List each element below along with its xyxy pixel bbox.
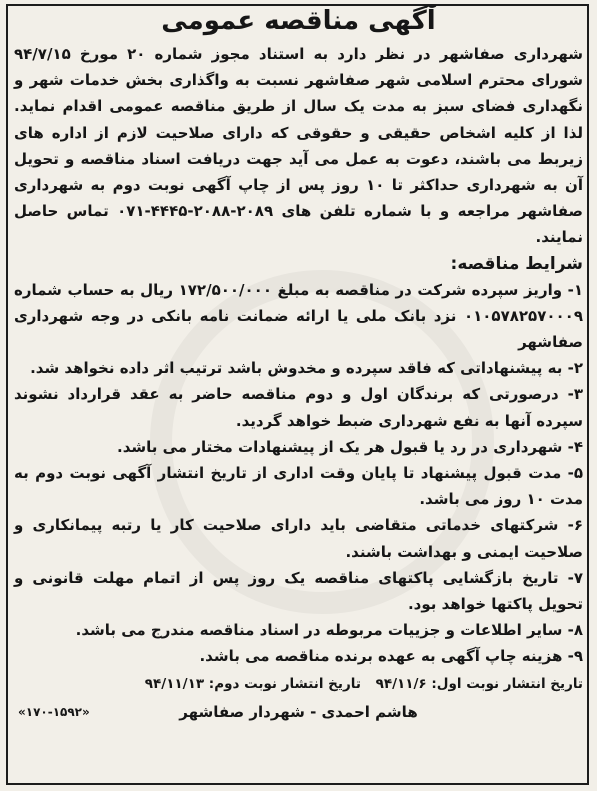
intro-paragraph: شهرداری صفاشهر در نظر دارد به استناد مجوز شماره ۲۰ مورخ ۹۴/۷/۱۵ شورای محترم اسلامی شهر صفاشهر نسبت به واگذاری بخش خدمات شهر و نگهداری فضای سبز به مدت یک سال از طریق مناقصه عمومی اقدام نماید. لذا از کلیه اشخاص حقیقی و حقوقی که دارای صلاحیت لازم از اداره های زیربط می باشند، دعوت به عمل می آید جهت دریافت اسناد مناقصه و تحویل آن به شهرداری حداکثر تا ۱۰ روز پس از چاپ آگهی نوبت دوم به شهرداری صفاشهر مراجعه و با شماره تلفن های ۲۰۸۹-۲۰۸۸-۴۴۴۵-۰۷۱ تماس حاصل نمایند. <box>14 45 583 247</box>
condition-item: ۳- درصورتی که برندگان اول و دوم مناقصه حاضر به عقد قرارداد نشوند سپرده آنها به نفع شهرداری ضبط خواهد گردید. <box>14 385 583 430</box>
notice-title: آگهی مناقصه عمومی <box>161 6 436 36</box>
publication-dates <box>14 672 583 696</box>
condition-item: ۶- شرکتهای خدماتی متقاضی باید دارای صلاحیت کار یا رتبه پیمانکاری و صلاحیت ایمنی و بهداشت باشند. <box>14 516 583 561</box>
condition-item: ۸- سایر اطلاعات و جزییات مربوطه در اسناد مناقصه مندرج می باشد. <box>75 621 583 640</box>
notice-code: «۱۷۰-۱۵۹۲» <box>18 704 90 719</box>
condition-item: ۹- هزینه چاپ آگهی به عهده برنده مناقصه می باشد. <box>199 647 583 666</box>
conditions-heading: شرایط مناقصه: <box>450 253 583 274</box>
condition-item: ۵- مدت قبول پیشنهاد تا پایان وقت اداری از تاریخ انتشار آگهی نوبت دوم به مدت ۱۰ روز می باشد. <box>14 464 583 509</box>
condition-item: ۱- واریز سپرده شرکت در مناقصه به مبلغ ۱۷۲/۵۰۰/۰۰۰ ریال به حساب شماره ۰۱۰۵۷۸۲۵۷۰۰۰۹ نزد بانک ملی یا ارائه ضمانت نامه بانکی در وجه شهرداری صفاشهر <box>14 280 583 352</box>
condition-item: ۷- تاریخ بازگشایی پاکتهای مناقصه یک روز پس از اتمام مهلت قانونی و تحویل پاکتها خواهد بود. <box>14 568 583 614</box>
conditions-list <box>14 277 583 670</box>
condition-item: ۲- به پیشنهاداتی که فاقد سپرده و مخدوش باشد ترتیب اثر داده نخواهد شد. <box>30 359 583 378</box>
first-publication-date: تاریخ انتشار نوبت اول: ۹۴/۱۱/۶ <box>375 675 583 692</box>
second-publication-date: تاریخ انتشار نوبت دوم: ۹۴/۱۱/۱۳ <box>144 675 361 692</box>
notice-content <box>14 4 583 726</box>
condition-item: ۴- شهرداری در رد یا قبول هر یک از پیشنهادات مختار می باشد. <box>117 437 583 456</box>
signature-row <box>14 698 583 726</box>
signature: هاشم احمدی - شهردار صفاشهر <box>179 702 418 721</box>
